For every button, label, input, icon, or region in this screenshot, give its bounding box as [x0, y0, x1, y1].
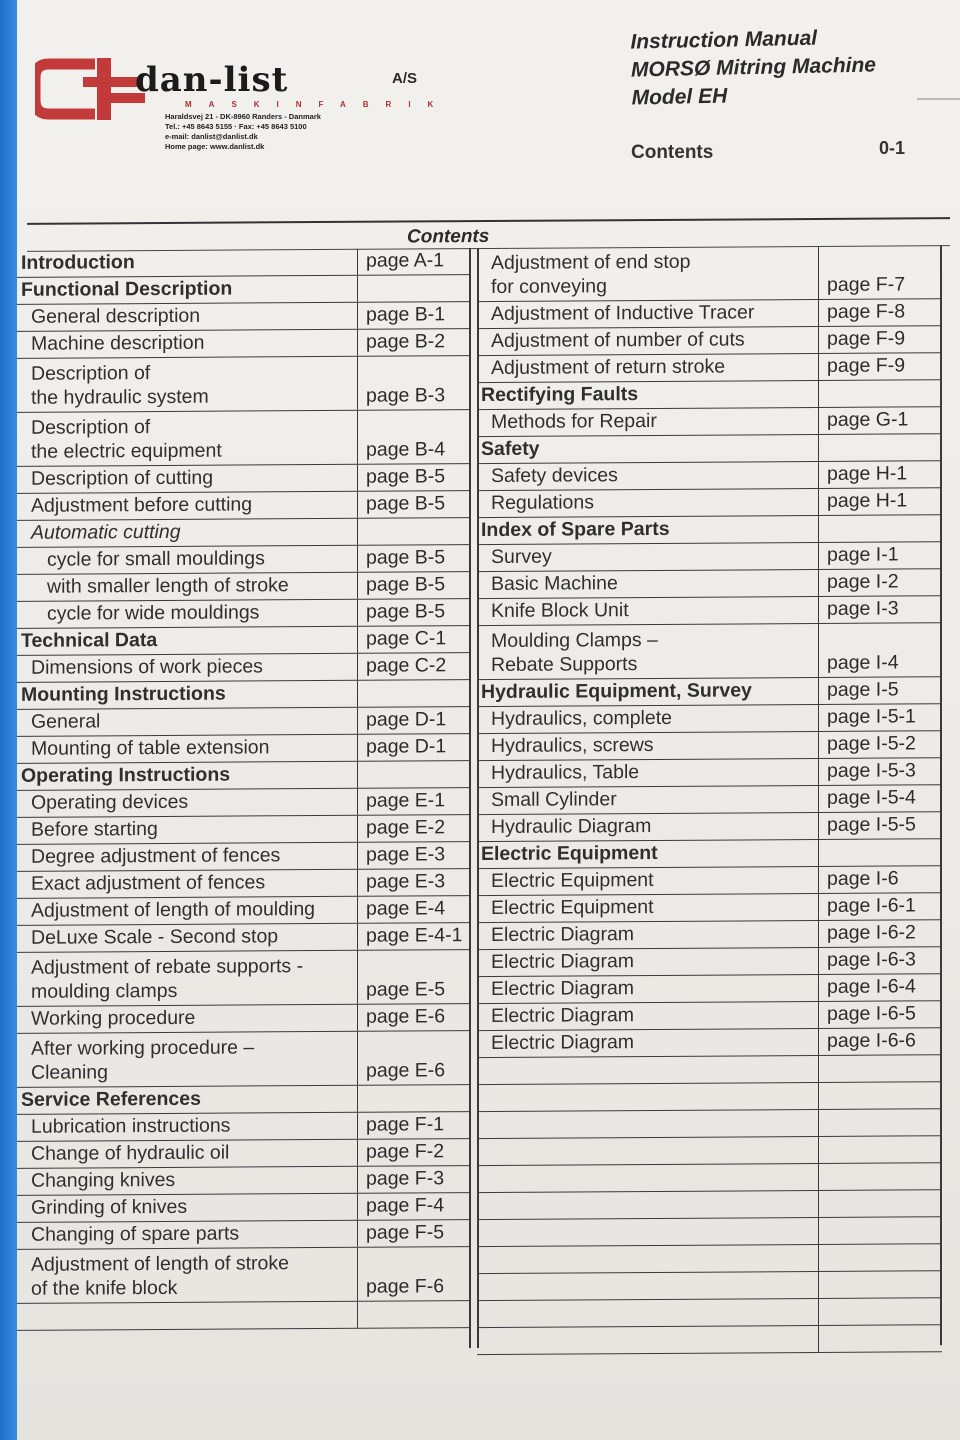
- toc-row: [17, 329, 469, 359]
- toc-entry-title: Rectifying Faults: [481, 383, 639, 407]
- toc-row: [17, 950, 469, 1007]
- toc-row: [17, 545, 469, 575]
- toc-row: [17, 1166, 469, 1196]
- toc-entry-page: page G-1: [818, 407, 942, 434]
- toc-entry-title: Adjustment of number of cuts: [491, 328, 745, 352]
- toc-entry-title: Technical Data: [21, 629, 158, 652]
- toc-row: [477, 812, 942, 842]
- toc-entry-title: Mounting of table extension: [31, 736, 270, 760]
- column-divider-right: [477, 248, 479, 1348]
- toc-entry-title: Electric Diagram: [491, 1004, 635, 1027]
- page-number: 0-1: [879, 138, 906, 158]
- toc-row: [17, 1031, 469, 1088]
- toc-entry-title: Small Cylinder: [491, 788, 617, 811]
- document-page: [17, 0, 960, 1440]
- column-divider-left: [469, 248, 471, 1348]
- toc-row: [477, 893, 942, 923]
- toc-row: [17, 572, 469, 602]
- contents-table: [17, 217, 960, 1353]
- toc-entry-page: page F-2: [357, 1139, 469, 1166]
- toc-row: [477, 1001, 942, 1031]
- toc-row: [477, 758, 942, 788]
- toc-entry-page: [818, 1109, 942, 1136]
- title-line-3: Model EH: [631, 84, 728, 110]
- toc-entry-title: Automatic cutting: [31, 520, 181, 544]
- toc-entry-page: [818, 515, 942, 542]
- toc-entry-page: page I-1: [818, 542, 942, 569]
- document-title: [630, 23, 877, 112]
- toc-entry-title: Safety: [481, 437, 540, 461]
- toc-row: [477, 623, 942, 680]
- toc-row: [17, 869, 469, 899]
- toc-entry-page: [357, 1085, 469, 1112]
- toc-entry-title: Electric Diagram: [491, 977, 635, 1000]
- toc-entry-page: page I-4: [818, 623, 942, 677]
- toc-entry-title: Adjustment of length of moulding: [31, 898, 316, 922]
- toc-entry-title: Changing knives: [31, 1168, 176, 1192]
- toc-row: [17, 1220, 469, 1250]
- toc-entry-page: page B-5: [357, 599, 469, 626]
- toc-entry-title: [17, 1326, 357, 1330]
- toc-row: [17, 734, 469, 764]
- section-label: Contents: [631, 142, 714, 163]
- toc-entry-page: page D-1: [357, 734, 469, 761]
- toc-entry-page: page I-6-3: [818, 947, 942, 974]
- blue-page-edge: [0, 0, 17, 1440]
- toc-row: [17, 275, 469, 305]
- toc-entry-page: page I-5-1: [818, 704, 942, 731]
- toc-entry-title: Hydraulics, Table: [491, 761, 640, 784]
- toc-entry-page: page I-6-4: [818, 974, 942, 1001]
- toc-entry-title: Knife Block Unit: [491, 599, 629, 622]
- toc-row: [17, 1085, 469, 1115]
- toc-entry-page: [357, 761, 469, 788]
- toc-entry-title: Methods for Repair: [491, 409, 657, 433]
- toc-entry-page: page E-1: [357, 788, 469, 815]
- toc-entry-page: page I-5-2: [818, 731, 942, 758]
- toc-row: [17, 896, 469, 926]
- toc-row: [477, 1136, 942, 1166]
- toc-row: [477, 785, 942, 815]
- toc-row: [17, 653, 469, 683]
- toc-row: [477, 1190, 942, 1220]
- toc-row: [17, 761, 469, 791]
- toc-row: [477, 839, 942, 869]
- toc-entry-title: Adjustment of length of stroke of the knife block: [31, 1252, 289, 1300]
- toc-entry-title: cycle for small mouldings: [47, 547, 265, 571]
- toc-entry-page: [818, 1325, 942, 1352]
- company-homepage: Home page: www.danlist.dk: [165, 142, 265, 151]
- toc-entry-page: page C-1: [357, 626, 469, 653]
- toc-entry-page: page A-1: [357, 248, 469, 275]
- toc-row: [477, 299, 942, 329]
- toc-row: [477, 1244, 942, 1274]
- toc-row: [477, 569, 942, 599]
- toc-row: [477, 677, 942, 707]
- toc-entry-page: page F-5: [357, 1220, 469, 1247]
- toc-row: [477, 1082, 942, 1112]
- toc-entry-page: page E-4: [357, 896, 469, 923]
- brand-subtitle: MASKINFABRIK: [185, 100, 451, 109]
- toc-row: [477, 1109, 942, 1139]
- toc-entry-title: Lubrication instructions: [31, 1114, 231, 1138]
- toc-row: [477, 407, 942, 437]
- toc-row: [477, 1055, 942, 1085]
- company-email: e-mail: danlist@danlist.dk: [165, 132, 258, 141]
- toc-row: [17, 923, 469, 953]
- toc-entry-title: Hydraulics, complete: [491, 706, 672, 730]
- company-contact: [165, 102, 321, 152]
- toc-entry-page: page I-2: [818, 569, 942, 596]
- toc-entry-page: page E-3: [357, 869, 469, 896]
- toc-row: [477, 542, 942, 572]
- toc-row: [17, 248, 469, 278]
- toc-row: [477, 434, 942, 464]
- toc-entry-title: Dimensions of work pieces: [31, 655, 263, 679]
- toc-entry-page: page B-5: [357, 572, 469, 599]
- title-line-2: MORSØ Mitring Machine: [630, 53, 877, 82]
- brand-suffix: A/S: [392, 70, 418, 87]
- toc-entry-page: [818, 434, 942, 461]
- toc-row: [17, 788, 469, 818]
- toc-row: [477, 731, 942, 761]
- toc-entry-title: Survey: [491, 545, 552, 568]
- toc-entry-page: page H-1: [818, 461, 942, 488]
- toc-row: [477, 1271, 942, 1301]
- toc-entry-title: Description of cutting: [31, 466, 214, 490]
- header-rule: [917, 98, 960, 100]
- toc-entry-page: [818, 380, 942, 407]
- toc-entry-page: [818, 1163, 942, 1190]
- contents-column-right: [477, 245, 942, 1355]
- toc-entry-title: Regulations: [491, 491, 594, 514]
- toc-row: [17, 1004, 469, 1034]
- toc-entry-title: Change of hydraulic oil: [31, 1141, 230, 1165]
- toc-row: [17, 842, 469, 872]
- toc-entry-title: Safety devices: [491, 464, 618, 487]
- toc-row: [17, 680, 469, 710]
- toc-entry-page: page B-3: [357, 356, 469, 410]
- toc-entry-title: Electric Equipment: [491, 868, 654, 892]
- toc-row: [17, 356, 469, 413]
- toc-entry-page: page E-6: [357, 1031, 469, 1085]
- toc-row: [17, 1112, 469, 1142]
- toc-entry-title: Degree adjustment of fences: [31, 844, 281, 868]
- toc-row: [477, 488, 942, 518]
- toc-entry-title: Adjustment of return stroke: [491, 355, 726, 379]
- toc-entry-page: [818, 1055, 942, 1082]
- toc-entry-page: page B-1: [357, 302, 469, 329]
- toc-entry-page: page E-2: [357, 815, 469, 842]
- toc-entry-title: Introduction: [21, 251, 135, 274]
- toc-entry-page: page I-6: [818, 866, 942, 893]
- toc-entry-page: page F-7: [818, 245, 942, 299]
- table-top-border: [27, 217, 950, 225]
- toc-row: [17, 491, 469, 521]
- toc-entry-page: page F-9: [818, 326, 942, 353]
- toc-entry-title: Adjustment of Inductive Tracer: [491, 301, 755, 325]
- toc-row: [477, 866, 942, 896]
- toc-row: [477, 353, 942, 383]
- toc-entry-page: page F-9: [818, 353, 942, 380]
- toc-entry-title: Machine description: [31, 331, 205, 355]
- toc-entry-page: page F-6: [357, 1247, 469, 1301]
- toc-entry-page: page I-3: [818, 596, 942, 623]
- toc-entry-page: [357, 1301, 469, 1328]
- toc-entry-title: Service References: [21, 1087, 201, 1111]
- toc-row: [17, 302, 469, 332]
- toc-row: [17, 815, 469, 845]
- toc-entry-page: page I-5-5: [818, 812, 942, 839]
- toc-entry-page: page D-1: [357, 707, 469, 734]
- toc-entry-page: page E-3: [357, 842, 469, 869]
- toc-entry-title: Adjustment of end stop for conveying: [491, 250, 691, 298]
- toc-entry-page: page E-5: [357, 950, 469, 1004]
- toc-row: [477, 1028, 942, 1058]
- toc-entry-page: page F-1: [357, 1112, 469, 1139]
- toc-row: [17, 518, 469, 548]
- toc-entry-title: Description of the hydraulic system: [31, 362, 209, 409]
- toc-entry-page: page B-5: [357, 464, 469, 491]
- dan-list-logo-mark-icon: [35, 58, 145, 128]
- toc-entry-title: After working procedure – Cleaning: [31, 1036, 255, 1084]
- toc-entry-title: Electric Equipment: [481, 841, 658, 866]
- toc-entry-title: Functional Description: [21, 277, 233, 301]
- toc-row: [477, 326, 942, 356]
- toc-entry-page: page B-5: [357, 545, 469, 572]
- toc-entry-page: [818, 1244, 942, 1271]
- toc-entry-page: page C-2: [357, 653, 469, 680]
- toc-entry-title: [477, 1350, 818, 1354]
- toc-entry-title: General description: [31, 304, 201, 328]
- toc-entry-title: Electric Equipment: [491, 895, 654, 919]
- toc-row: [17, 1193, 469, 1223]
- toc-row: [17, 464, 469, 494]
- toc-row: [477, 1163, 942, 1193]
- table-caption: Contents: [407, 225, 490, 248]
- toc-entry-title: Working procedure: [31, 1006, 196, 1030]
- toc-entry-title: Electric Diagram: [491, 923, 635, 946]
- toc-entry-page: page I-5-3: [818, 758, 942, 785]
- toc-entry-page: [818, 1217, 942, 1244]
- toc-entry-title: Electric Diagram: [491, 950, 635, 973]
- toc-entry-title: Hydraulic Equipment, Survey: [481, 679, 752, 704]
- company-phone: Tel.: +45 8643 5155 · Fax: +45 8643 5100: [165, 122, 307, 131]
- contents-column-left: [17, 248, 469, 1331]
- toc-entry-page: [818, 1190, 942, 1217]
- company-address: Haraldsvej 21 - DK-8960 Randers - Danmark: [165, 112, 321, 121]
- toc-entry-page: page H-1: [818, 488, 942, 515]
- toc-entry-page: page I-6-6: [818, 1028, 942, 1055]
- toc-entry-page: [818, 839, 942, 866]
- toc-entry-page: page I-5: [818, 677, 942, 704]
- toc-entry-page: page E-6: [357, 1004, 469, 1031]
- toc-entry-title: Adjustment before cutting: [31, 493, 253, 517]
- toc-row: [477, 947, 942, 977]
- toc-row: [477, 920, 942, 950]
- toc-entry-title: with smaller length of stroke: [47, 574, 289, 598]
- toc-row: [477, 1325, 942, 1355]
- toc-entry-page: [818, 1136, 942, 1163]
- toc-entry-title: Mounting Instructions: [21, 682, 226, 706]
- toc-row: [477, 245, 942, 302]
- toc-entry-title: Electric Diagram: [491, 1031, 635, 1054]
- toc-entry-title: DeLuxe Scale - Second stop: [31, 925, 279, 949]
- table-right-border: [940, 245, 942, 1345]
- toc-entry-title: cycle for wide mouldings: [47, 601, 260, 625]
- toc-entry-page: [818, 1298, 942, 1325]
- toc-row: [477, 380, 942, 410]
- toc-entry-page: page I-6-2: [818, 920, 942, 947]
- toc-row: [477, 974, 942, 1004]
- toc-row: [17, 410, 469, 467]
- toc-row: [477, 515, 942, 545]
- toc-entry-page: page B-5: [357, 491, 469, 518]
- toc-row: [477, 704, 942, 734]
- toc-entry-title: Changing of spare parts: [31, 1222, 240, 1246]
- toc-entry-title: Operating devices: [31, 790, 189, 814]
- toc-entry-title: Operating Instructions: [21, 763, 231, 787]
- toc-entry-title: Hydraulics, screws: [491, 733, 654, 757]
- toc-entry-title: Description of the electric equipment: [31, 416, 222, 463]
- toc-entry-page: page B-4: [357, 410, 469, 464]
- toc-entry-title: Basic Machine: [491, 572, 618, 595]
- toc-entry-title: Before starting: [31, 818, 158, 841]
- toc-entry-page: page I-6-1: [818, 893, 942, 920]
- toc-row: [477, 461, 942, 491]
- toc-row: [17, 626, 469, 656]
- toc-row: [17, 1301, 469, 1331]
- toc-row: [477, 1217, 942, 1247]
- toc-entry-title: Moulding Clamps – Rebate Supports: [491, 628, 658, 676]
- toc-entry-title: Hydraulic Diagram: [491, 815, 652, 838]
- toc-entry-page: page I-6-5: [818, 1001, 942, 1028]
- toc-entry-page: page F-4: [357, 1193, 469, 1220]
- toc-row: [17, 599, 469, 629]
- toc-row: [17, 707, 469, 737]
- toc-entry-title: Adjustment of rebate supports - moulding clamps: [31, 955, 304, 1003]
- toc-row: [477, 1298, 942, 1328]
- toc-entry-page: [818, 1271, 942, 1298]
- toc-row: [17, 1139, 469, 1169]
- company-logo: [35, 58, 451, 158]
- toc-entry-page: page F-3: [357, 1166, 469, 1193]
- toc-entry-page: page F-8: [818, 299, 942, 326]
- title-line-1: Instruction Manual: [630, 26, 818, 54]
- toc-row: [17, 1247, 469, 1304]
- toc-row: [477, 596, 942, 626]
- toc-entry-page: [357, 275, 469, 302]
- brand-name: dan-list: [135, 60, 289, 100]
- toc-entry-page: page B-2: [357, 329, 469, 356]
- toc-entry-title: Exact adjustment of fences: [31, 871, 266, 895]
- toc-entry-page: [357, 518, 469, 545]
- toc-entry-page: page E-4-1: [357, 923, 469, 950]
- toc-entry-page: [357, 680, 469, 707]
- toc-entry-page: [818, 1082, 942, 1109]
- toc-entry-page: page I-5-4: [818, 785, 942, 812]
- toc-entry-title: Index of Spare Parts: [481, 517, 670, 542]
- toc-entry-title: General: [31, 710, 101, 733]
- toc-entry-title: Grinding of knives: [31, 1195, 188, 1219]
